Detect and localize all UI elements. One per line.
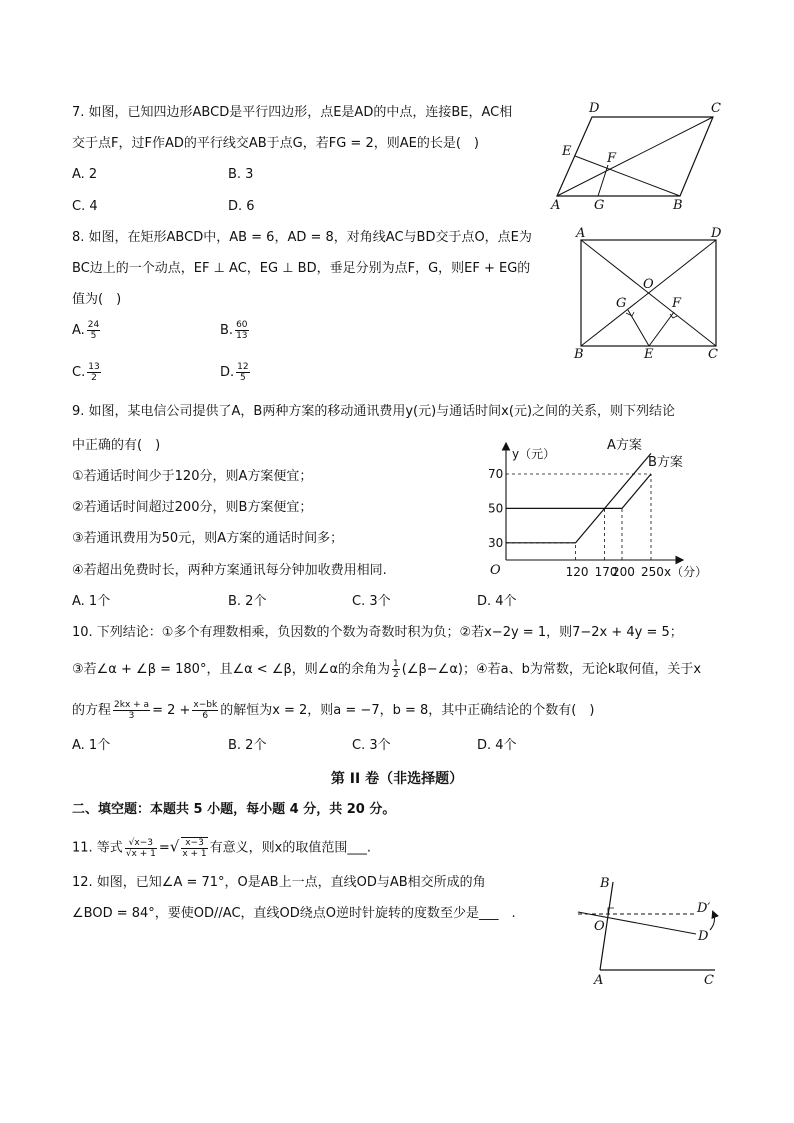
q8-label-f: F <box>672 296 682 311</box>
q8-label-c: C <box>708 347 718 362</box>
q9-y-tick-30: 30 <box>488 535 504 550</box>
q8-label-g: G <box>616 296 627 311</box>
q10-line2: ③若∠α + ∠β = 180°，且∠α < ∠β，则∠α的余角为 $\frac{1}{2}$ (∠β−∠α)；④若a、b为常数，无论k取何值，关于x <box>72 659 702 680</box>
q9-statement-2: ②若通话时间超过200分，则B方案便宜； <box>72 500 313 515</box>
q12-line2: ∠BOD = 84°，要使OD//AC，直线OD绕点O逆时针旋转的度数至少是___ . <box>72 906 516 921</box>
q8-label-b: B <box>574 347 584 362</box>
q10-option-a: A. 1个 <box>72 738 111 753</box>
q7-label-e: E <box>562 144 572 159</box>
q10-option-d: D. 4个 <box>477 738 517 753</box>
q9-x-tick-170: 170 <box>594 565 618 579</box>
q8-option-b: B. $\frac{60}{13}$ <box>220 320 248 341</box>
q12-line1: 12. 如图，已知∠A = 71°，O是AB上一点，直线OD与AB相交所成的角 <box>72 875 486 890</box>
q9-origin-label: O <box>490 563 501 578</box>
q7-label-b: B <box>673 198 683 213</box>
q7-parallelogram-figure <box>545 98 730 213</box>
q8-option-d: D. $\frac{12}{5}$ <box>220 362 249 383</box>
q9-line1: 9. 如图，某电信公司提供了A，B两种方案的移动通讯费用y(元)与通话时间x(元)之间的关系，则下列结论 <box>72 404 676 419</box>
q8-label-o: O <box>643 277 654 292</box>
q10-line1: 10. 下列结论：①多个有理数相乘，负因数的个数为奇数时积为负；②若x−2y = 1，则7−2x + 4y = 5； <box>72 625 683 640</box>
q7-line1: 7. 如图，已知四边形ABCD是平行四边形，点E是AD的中点，连接BE，AC相 <box>72 105 513 120</box>
q12-label-d-prime: D′ <box>697 901 711 916</box>
q9-statement-1: ①若通话时间少于120分，则A方案便宜； <box>72 469 313 484</box>
q7-label-c: C <box>711 101 721 116</box>
q12-label-d: D <box>698 929 709 944</box>
q8-label-d: D <box>711 226 722 241</box>
q12-label-c: C <box>704 973 714 988</box>
q7-option-d: D. 6 <box>228 199 255 214</box>
q10-line3: 的方程 $\frac{2kx + a}{3}$ = 2 + $\frac{x-bk}{6}$ 的解恒为x = 2，则a = −7，b = 8，其中正确结论的个数有( ) <box>72 700 595 721</box>
q7-line2: 交于点F，过F作AD的平行线交AB于点G，若FG = 2，则AE的长是( ) <box>72 136 479 151</box>
q7-label-g: G <box>594 198 605 213</box>
q9-option-c: C. 3个 <box>352 594 391 609</box>
q12-label-b: B <box>600 876 610 891</box>
q9-statement-3: ③若通讯费用为50元，则A方案的通话时间多； <box>72 531 344 546</box>
q9-series-b-label: B方案 <box>648 455 683 470</box>
q9-x-axis-label: x（分） <box>664 565 708 579</box>
q9-option-a: A. 1个 <box>72 594 111 609</box>
q7-option-a: A. 2 <box>72 167 98 182</box>
q12-label-a: A <box>594 973 604 988</box>
q9-x-tick-120: 120 <box>565 565 589 579</box>
q8-option-a: A. $\frac{24}{5}$ <box>72 320 100 341</box>
part2-title: 第 II 卷（非选择题） <box>330 771 464 787</box>
q9-billing-chart <box>480 430 730 585</box>
q9-statement-4: ④若超出免费时长，两种方案通讯每分钟加收费用相同. <box>72 563 387 578</box>
section2-heading: 二、填空题：本题共 5 小题，每小题 4 分，共 20 分。 <box>72 802 396 817</box>
q9-y-tick-50: 50 <box>488 501 504 516</box>
q9-y-axis-label: y（元） <box>512 447 556 461</box>
q9-series-a-label: A方案 <box>607 438 642 453</box>
q8-label-e: E <box>644 347 654 362</box>
q9-x-tick-200: 200 <box>612 565 635 579</box>
q7-option-b: B. 3 <box>228 167 254 182</box>
q8-rectangle-figure <box>570 226 730 362</box>
q8-line1: 8. 如图，在矩形ABCD中，AB = 6，AD = 8，对角线AC与BD交于点O，点E为 <box>72 230 532 245</box>
q10-option-c: C. 3个 <box>352 738 391 753</box>
q8-option-c: C. $\frac{13}{2}$ <box>72 362 100 383</box>
q9-series-line-a <box>506 453 651 542</box>
q12-label-o: O <box>594 919 605 934</box>
q7-label-f: F <box>607 151 617 166</box>
q9-y-tick-70: 70 <box>488 467 504 481</box>
q9-option-b: B. 2个 <box>228 594 267 609</box>
q11-line: 11. 等式 $\frac{√x-3}{√x + 1}$ =√ $\frac{x-3}{x + 1}$ 有意义，则x的取值范围___. <box>72 837 371 859</box>
q12-rotation-figure <box>570 870 730 990</box>
q9-x-tick-250: 250 <box>641 565 664 579</box>
q9-line2: 中正确的有( ) <box>72 438 161 453</box>
q7-label-d: D <box>589 101 600 116</box>
q8-label-a: A <box>576 226 586 241</box>
q7-label-a: A <box>551 198 561 213</box>
q8-line2: BC边上的一个动点，EF ⊥ AC，EG ⊥ BD，垂足分别为点F，G，则EF + EG的 <box>72 261 531 276</box>
q8-line3: 值为( ) <box>72 292 122 307</box>
q7-option-c: C. 4 <box>72 199 98 214</box>
q9-option-d: D. 4个 <box>477 594 517 609</box>
q10-option-b: B. 2个 <box>228 738 267 753</box>
